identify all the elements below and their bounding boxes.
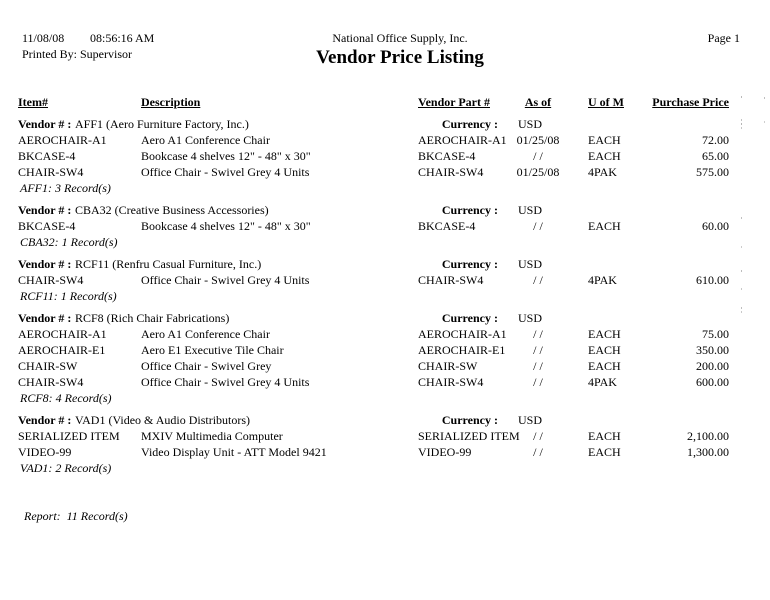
vendor-part-number: CHAIR-SW4: [418, 375, 484, 389]
item-description: Video Display Unit - ATT Model 9421: [141, 445, 327, 459]
vendor-header-row: [0, 412, 770, 428]
vendor-header-row: [0, 310, 770, 326]
unit-of-measure: EACH: [588, 359, 621, 373]
unit-of-measure: EACH: [588, 327, 621, 341]
report-header: [0, 0, 770, 94]
item-row: [0, 444, 770, 460]
vendor-name: AFF1 (Aero Furniture Factory, Inc.): [75, 117, 249, 131]
column-header-purchase-price: Purchase Price: [652, 95, 729, 109]
item-number: SERIALIZED ITEM: [18, 429, 120, 443]
purchase-price: 2,100.00: [687, 429, 729, 443]
vendor-part-number: CHAIR-SW4: [418, 165, 484, 179]
vendor-group: [0, 202, 770, 250]
unit-of-measure: EACH: [588, 445, 621, 459]
as-of-date: / /: [533, 343, 543, 357]
currency-value: USD: [518, 117, 543, 131]
unit-of-measure: 4PAK: [588, 165, 617, 179]
group-summary-row: [0, 234, 770, 250]
purchase-price: 65.00: [702, 149, 729, 163]
vendor-part-number: AEROCHAIR-A1: [418, 133, 507, 147]
group-record-count: RCF8: 4 Record(s): [20, 391, 112, 405]
vendor-number-label: Vendor # :: [18, 203, 72, 217]
vendor-name: CBA32 (Creative Business Accessories): [75, 203, 269, 217]
vendor-part-number: SERIALIZED ITEM: [418, 429, 520, 443]
purchase-price: 610.00: [696, 273, 729, 287]
item-number: AEROCHAIR-A1: [18, 327, 107, 341]
vendor-item-rows: [0, 218, 770, 234]
as-of-date: / /: [533, 429, 543, 443]
vendor-name: RCF8 (Rich Chair Fabrications): [75, 311, 230, 325]
item-row: [0, 272, 770, 288]
item-description: Office Chair - Swivel Grey 4 Units: [141, 375, 310, 389]
unit-of-measure: EACH: [588, 219, 621, 233]
vendor-header-row: [0, 116, 770, 132]
vendor-name: RCF11 (Renfru Casual Furniture, Inc.): [75, 257, 262, 271]
report-summary-row: [0, 508, 770, 524]
group-summary-row: [0, 180, 770, 196]
item-row: [0, 342, 770, 358]
currency-value: USD: [518, 203, 543, 217]
vendor-group: [0, 116, 770, 196]
column-header-uom: U of M: [588, 95, 624, 109]
group-record-count: RCF11: 1 Record(s): [20, 289, 117, 303]
group-record-count: VAD1: 2 Record(s): [20, 461, 112, 475]
unit-of-measure: EACH: [588, 429, 621, 443]
vendor-number-label: Vendor # :: [18, 117, 72, 131]
vendor-name: VAD1 (Video & Audio Distributors): [75, 413, 251, 427]
item-description: MXIV Multimedia Computer: [141, 429, 283, 443]
as-of-date: 01/25/08: [516, 133, 560, 147]
as-of-date: / /: [533, 445, 543, 459]
print-time: 08:56:16 AM: [90, 31, 155, 45]
column-header-description: Description: [141, 95, 201, 109]
as-of-date: / /: [533, 219, 543, 233]
group-summary-row: [0, 460, 770, 476]
column-header-as-of: As of: [524, 95, 552, 109]
vendor-group: [0, 310, 770, 406]
item-row: [0, 132, 770, 148]
item-row: [0, 326, 770, 342]
group-record-count: CBA32: 1 Record(s): [20, 235, 118, 249]
currency-value: USD: [518, 311, 543, 325]
as-of-date: / /: [533, 359, 543, 373]
item-row: [0, 218, 770, 234]
item-description: Bookcase 4 shelves 12" - 48" x 30": [141, 219, 311, 233]
vendor-item-rows: [0, 428, 770, 460]
vendor-header-row: [0, 256, 770, 272]
item-number: CHAIR-SW: [18, 359, 78, 373]
page-number: Page 1: [707, 31, 740, 45]
vendor-header-row: [0, 202, 770, 218]
item-number: BKCASE-4: [18, 149, 76, 163]
column-header-row: [0, 94, 770, 110]
item-description: Bookcase 4 shelves 12" - 48" x 30": [141, 149, 311, 163]
item-row: [0, 428, 770, 444]
item-number: CHAIR-SW4: [18, 273, 84, 287]
column-header-vendor-part: Vendor Part #: [418, 95, 490, 109]
item-number: VIDEO-99: [18, 445, 72, 459]
vendor-group: [0, 412, 770, 476]
item-number: CHAIR-SW4: [18, 375, 84, 389]
as-of-date: / /: [533, 149, 543, 163]
item-description: Aero A1 Conference Chair: [141, 327, 270, 341]
currency-value: USD: [518, 413, 543, 427]
vendor-number-label: Vendor # :: [18, 257, 72, 271]
group-summary-row: [0, 288, 770, 304]
vendor-part-number: AEROCHAIR-A1: [418, 327, 507, 341]
report-title: Vendor Price Listing: [316, 47, 484, 68]
currency-label: Currency :: [441, 413, 498, 427]
as-of-date: / /: [533, 375, 543, 389]
company-name: National Office Supply, Inc.: [332, 31, 468, 45]
purchase-price: 75.00: [702, 327, 729, 341]
currency-label: Currency :: [441, 117, 498, 131]
unit-of-measure: 4PAK: [588, 273, 617, 287]
item-number: AEROCHAIR-A1: [18, 133, 107, 147]
page-edge-print-artifacts: [741, 96, 742, 98]
item-description: Office Chair - Swivel Grey 4 Units: [141, 165, 310, 179]
as-of-date: / /: [533, 327, 543, 341]
currency-label: Currency :: [441, 257, 498, 271]
item-row: [0, 164, 770, 180]
item-number: AEROCHAIR-E1: [18, 343, 106, 357]
column-header-item: Item#: [18, 95, 48, 109]
vendor-number-label: Vendor # :: [18, 413, 72, 427]
group-summary-row: [0, 390, 770, 406]
item-description: Aero A1 Conference Chair: [141, 133, 270, 147]
as-of-date: 01/25/08: [516, 165, 560, 179]
as-of-date: / /: [533, 273, 543, 287]
report-groups: [0, 116, 770, 476]
purchase-price: 200.00: [696, 359, 729, 373]
vendor-part-number: CHAIR-SW: [418, 359, 478, 373]
unit-of-measure: EACH: [588, 343, 621, 357]
currency-label: Currency :: [441, 203, 498, 217]
purchase-price: 72.00: [702, 133, 729, 147]
item-row: [0, 148, 770, 164]
unit-of-measure: 4PAK: [588, 375, 617, 389]
vendor-item-rows: [0, 132, 770, 180]
vendor-item-rows: [0, 326, 770, 390]
item-number: CHAIR-SW4: [18, 165, 84, 179]
item-description: Office Chair - Swivel Grey 4 Units: [141, 273, 310, 287]
vendor-part-number: VIDEO-99: [418, 445, 472, 459]
vendor-number-label: Vendor # :: [18, 311, 72, 325]
print-date: 11/08/08: [22, 31, 65, 45]
unit-of-measure: EACH: [588, 133, 621, 147]
purchase-price: 1,300.00: [687, 445, 729, 459]
purchase-price: 60.00: [702, 219, 729, 233]
item-number: BKCASE-4: [18, 219, 76, 233]
report-record-count: Report: 11 Record(s): [24, 509, 128, 523]
vendor-part-number: BKCASE-4: [418, 149, 476, 163]
printed-by: Printed By: Supervisor: [22, 47, 132, 61]
item-description: Office Chair - Swivel Grey: [141, 359, 272, 373]
group-record-count: AFF1: 3 Record(s): [20, 181, 111, 195]
vendor-part-number: CHAIR-SW4: [418, 273, 484, 287]
vendor-part-number: BKCASE-4: [418, 219, 476, 233]
item-row: [0, 374, 770, 390]
item-description: Aero E1 Executive Tile Chair: [141, 343, 284, 357]
purchase-price: 350.00: [696, 343, 729, 357]
currency-label: Currency :: [441, 311, 498, 325]
vendor-group: [0, 256, 770, 304]
unit-of-measure: EACH: [588, 149, 621, 163]
vendor-part-number: AEROCHAIR-E1: [418, 343, 506, 357]
currency-value: USD: [518, 257, 543, 271]
purchase-price: 575.00: [696, 165, 729, 179]
vendor-item-rows: [0, 272, 770, 288]
purchase-price: 600.00: [696, 375, 729, 389]
item-row: [0, 358, 770, 374]
